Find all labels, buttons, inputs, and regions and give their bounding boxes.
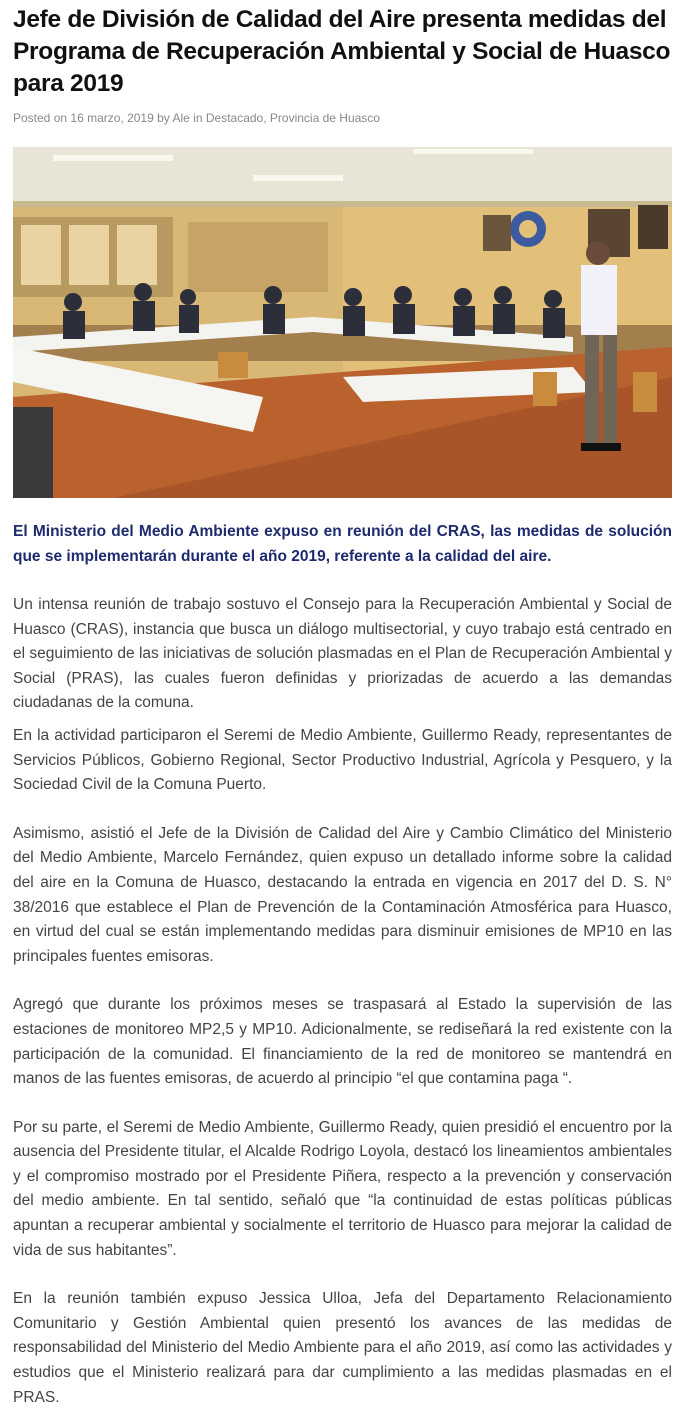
by-label: by — [157, 111, 170, 125]
body-paragraph: Asimismo, asistió el Jefe de la División de Calidad del Aire y Cambio Climático del Ministerio del Medio Ambiente, Marcelo Fernández, quien expuso un detallado informe sobre la calidad del aire en la Comuna de Huasco, destacando la entrada en vigencia en 2017 del D. S. N° 38/2016 que establece el Plan de Prevención de la Contaminación Atmosférica para Huasco, en virtud del cual se están implementando medidas para disminuir emisiones de MP10 en las principales fuentes emisoras. — [13, 824, 672, 965]
posted-on-label: Posted on — [13, 111, 68, 125]
featured-photo — [13, 147, 672, 498]
article-body — [13, 593, 672, 1410]
in-label: in — [193, 111, 203, 125]
category-link-destacado[interactable]: Destacado — [205, 111, 264, 125]
post-meta — [13, 110, 675, 126]
article-lead: El Ministerio del Medio Ambiente expuso en reunión del CRAS, las medidas de solución que se implementarán durante el año 2019, referente a la calidad del aire. — [13, 523, 672, 565]
body-paragraph: Agregó que durante los próximos meses se traspasará al Estado la supervisión de las estaciones de monitoreo MP2,5 y MP10. Adicionalmente, se rediseñará la red existente con la participación de la comunidad. El financiamiento de la red de monitoreo se mantendrá en manos de las fuentes emisoras, de acuerdo al principio “el que contamina paga “. — [13, 996, 672, 1088]
category-separator: , — [263, 111, 267, 125]
body-paragraph: En la actividad participaron el Seremi de Medio Ambiente, Guillermo Ready, representantes de Servicios Públicos, Gobierno Regional, Sector Productivo Industrial, Agrícola y Pesquero, y la Sociedad Civil de la Comuna Puerto. — [13, 726, 672, 794]
post-date-link[interactable]: 16 marzo, 2019 — [70, 111, 154, 125]
article-title: Jefe de División de Calidad del Aire presenta medidas del Programa de Recuperación Ambiental y Social de Huasco para 2019 — [13, 6, 671, 97]
meeting-room-photo — [13, 147, 672, 498]
body-paragraph: Por su parte, el Seremi de Medio Ambiente, Guillermo Ready, quien presidió el encuentro por la ausencia del Presidente titular, el Alcalde Rodrigo Loyola, destacó los lineamientos ambientales y el compromiso mostrado por el Presidente Piñera, respecto a la prevención y conservación del medio ambiente. En tal sentido, señaló que “la continuidad de estas políticas públicas apuntan a recuperar ambiental y socialmente el territorio de Huasco para mejorar la calidad de vida de sus habitantes”. — [13, 1118, 672, 1259]
author-link[interactable]: Ale — [172, 111, 190, 125]
body-paragraph: Un intensa reunión de trabajo sostuvo el Consejo para la Recuperación Ambiental y Social de Huasco (CRAS), instancia que busca un diálogo multisectorial, y cuyo trabajo está centrado en el seguimiento de las iniciativas de solución plasmadas en el Plan de Recuperación Ambiental y Social (PRAS), las cuales fueron definidas y priorizadas de acuerdo a las demandas ciudadanas de la comuna. — [13, 596, 672, 712]
category-link-provincia[interactable]: Provincia de Huasco — [269, 111, 380, 125]
body-paragraph: En la reunión también expuso Jessica Ulloa, Jefa del Departamento Relacionamiento Comunitario y Gestión Ambiental quien presentó los avances de las medidas de responsabilidad del Ministerio del Medio Ambiente para el año 2019, así como las actividades y estudios que el Ministerio realizará para dar cumplimiento a las medidas plasmadas en el PRAS. — [13, 1290, 672, 1406]
